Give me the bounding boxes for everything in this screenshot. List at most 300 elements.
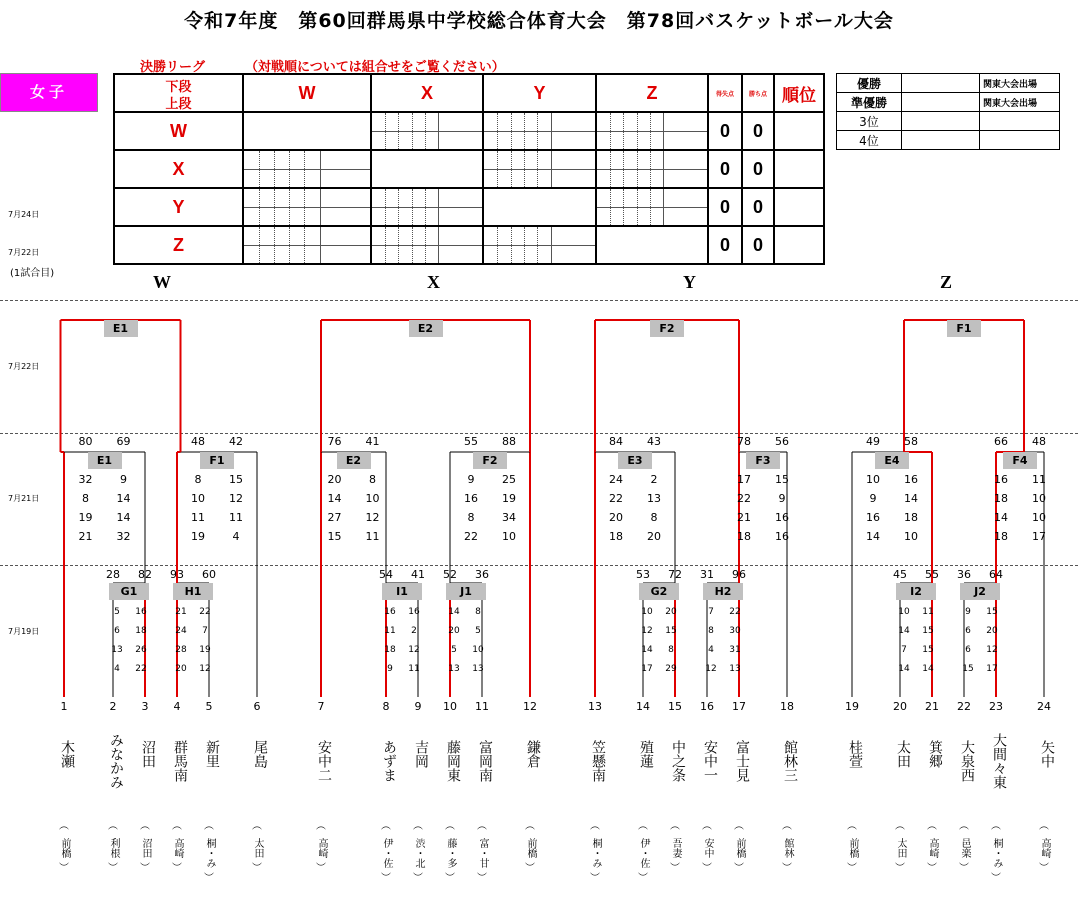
team-number: 17 bbox=[732, 700, 746, 713]
quarter-score: 17 bbox=[1032, 530, 1046, 543]
quarter-score: 11 bbox=[922, 607, 934, 617]
team-name: 笠懸南 bbox=[590, 740, 606, 782]
team-name: 館林三 bbox=[782, 740, 798, 782]
paren-open: ︵ bbox=[204, 821, 214, 832]
quarter-score: 14 bbox=[448, 607, 460, 617]
game-score: 45 bbox=[893, 568, 907, 581]
game-score: 28 bbox=[106, 568, 120, 581]
league-row-team: W bbox=[114, 112, 243, 150]
quarter-score: 9 bbox=[869, 492, 877, 505]
paren-close: ︶ bbox=[670, 863, 680, 874]
game-box: E1 bbox=[88, 452, 122, 469]
quarter-score: 6 bbox=[965, 626, 971, 636]
quarter-score: 18 bbox=[135, 626, 147, 636]
team-region bbox=[313, 820, 329, 876]
quarter-score: 15 bbox=[922, 626, 934, 636]
game-score: 43 bbox=[647, 435, 661, 448]
paren-close: ︶ bbox=[927, 863, 937, 874]
team-name: 富岡南 bbox=[477, 740, 493, 782]
quarter-score: 22 bbox=[199, 607, 211, 617]
quarter-score: 16 bbox=[408, 607, 420, 617]
team-region bbox=[249, 820, 265, 876]
paren-open: ︵ bbox=[316, 821, 326, 832]
team-number: 12 bbox=[523, 700, 537, 713]
quarter-score: 10 bbox=[866, 473, 880, 486]
league-points-value: 0 bbox=[742, 150, 774, 188]
quarter-score: 2 bbox=[650, 473, 658, 486]
team-name: 吉岡 bbox=[413, 740, 429, 768]
group-label-w: W bbox=[153, 272, 171, 292]
quarter-score: 10 bbox=[502, 530, 516, 543]
team-name: 鎌倉 bbox=[525, 740, 541, 768]
quarter-score: 22 bbox=[135, 664, 147, 674]
region-label: 高崎 bbox=[172, 838, 183, 858]
game-box: J2 bbox=[960, 583, 1000, 600]
quarter-score: 14 bbox=[327, 492, 342, 505]
quarter-score: 12 bbox=[408, 645, 420, 655]
team-number: 22 bbox=[957, 700, 971, 713]
quarter-score: 13 bbox=[111, 645, 123, 655]
quarter-score: 14 bbox=[904, 492, 918, 505]
league-points-value: 0 bbox=[742, 226, 774, 264]
league-points-value: 0 bbox=[742, 112, 774, 150]
league-header-rank: 順位 bbox=[774, 74, 824, 112]
region-label: 前橋 bbox=[525, 838, 536, 858]
paren-close: ︶ bbox=[252, 863, 262, 874]
team-name: 木瀬 bbox=[59, 740, 75, 768]
quarter-score: 8 bbox=[194, 473, 202, 486]
paren-close: ︶ bbox=[413, 873, 423, 884]
quarter-score: 20 bbox=[327, 473, 342, 486]
quarter-score: 4 bbox=[232, 530, 240, 543]
quarter-score: 32 bbox=[116, 530, 131, 543]
quarter-score: 31 bbox=[729, 645, 741, 655]
team-region bbox=[474, 820, 490, 886]
game-score: 66 bbox=[994, 435, 1008, 448]
quarter-score: 9 bbox=[387, 664, 393, 674]
quarter-score: 14 bbox=[116, 511, 131, 524]
team-name: 安中二 bbox=[316, 740, 332, 782]
paren-close: ︶ bbox=[638, 873, 648, 884]
team-region bbox=[169, 820, 185, 876]
paren-close: ︶ bbox=[991, 873, 1001, 884]
league-header-z: Z bbox=[596, 74, 708, 112]
page-title: 令和7年度 第60回群馬県中学校総合体育大会 第78回バスケットボール大会 bbox=[184, 10, 894, 32]
region-label: 利根 bbox=[108, 838, 119, 858]
quarter-score: 6 bbox=[114, 626, 120, 636]
game-score: 64 bbox=[989, 568, 1003, 581]
quarter-score: 19 bbox=[78, 511, 93, 524]
quarter-score: 10 bbox=[1032, 492, 1046, 505]
date-label: 7月24日 bbox=[8, 210, 40, 219]
paren-close: ︶ bbox=[172, 863, 182, 874]
quarter-score: 16 bbox=[464, 492, 478, 505]
quarter-score: 18 bbox=[904, 511, 918, 524]
quarter-score: 29 bbox=[665, 664, 677, 674]
date-label: 7月22日 bbox=[8, 362, 40, 371]
quarter-score: 15 bbox=[962, 664, 974, 674]
team-name: 新里 bbox=[204, 740, 220, 768]
team-region bbox=[105, 820, 121, 876]
game-score: 41 bbox=[411, 568, 425, 581]
team-number: 10 bbox=[443, 700, 457, 713]
quarter-score: 18 bbox=[384, 645, 396, 655]
quarter-score: 12 bbox=[705, 664, 717, 674]
quarter-score: 25 bbox=[502, 473, 516, 486]
final-league-label: 決勝リーグ bbox=[140, 60, 206, 75]
league-header-x: X bbox=[371, 74, 483, 112]
team-name: 富士見 bbox=[734, 740, 750, 782]
group-label-z: Z bbox=[940, 272, 953, 292]
team-name: 殖蓮 bbox=[638, 740, 654, 768]
team-region bbox=[378, 820, 394, 886]
team-number: 4 bbox=[173, 700, 181, 713]
paren-open: ︵ bbox=[927, 821, 937, 832]
result-note: 関東大会出場 bbox=[980, 93, 1060, 112]
paren-open: ︵ bbox=[590, 821, 600, 832]
quarter-score: 10 bbox=[472, 645, 484, 655]
quarter-score: 12 bbox=[986, 645, 998, 655]
quarter-score: 16 bbox=[904, 473, 918, 486]
paren-close: ︶ bbox=[1039, 863, 1049, 874]
paren-open: ︵ bbox=[172, 821, 182, 832]
game-score: 48 bbox=[1032, 435, 1046, 448]
quarter-score: 20 bbox=[175, 664, 187, 674]
game-box: F1 bbox=[947, 320, 981, 337]
paren-open: ︵ bbox=[782, 821, 792, 832]
result-note: 関東大会出場 bbox=[980, 74, 1060, 93]
quarter-score: 5 bbox=[475, 626, 481, 636]
game-score: 58 bbox=[904, 435, 918, 448]
team-region bbox=[587, 820, 603, 886]
team-region bbox=[667, 820, 683, 876]
quarter-score: 28 bbox=[175, 645, 187, 655]
quarter-score: 21 bbox=[175, 607, 187, 617]
quarter-score: 26 bbox=[135, 645, 147, 655]
paren-close: ︶ bbox=[525, 863, 535, 874]
team-number: 6 bbox=[253, 700, 261, 713]
quarter-score: 15 bbox=[922, 645, 934, 655]
quarter-score: 15 bbox=[229, 473, 243, 486]
team-name: 尾島 bbox=[252, 740, 268, 768]
game-box: G2 bbox=[639, 583, 679, 600]
game-box: E4 bbox=[875, 452, 909, 469]
quarter-score: 16 bbox=[384, 607, 396, 617]
region-label: 沼田 bbox=[140, 838, 151, 858]
region-label: 桐・み bbox=[590, 838, 601, 868]
team-number: 9 bbox=[414, 700, 422, 713]
team-name: 中之条 bbox=[670, 740, 686, 782]
paren-open: ︵ bbox=[991, 821, 1001, 832]
game-score: 36 bbox=[475, 568, 489, 581]
team-name: 箕郷 bbox=[927, 740, 943, 768]
game-score: 84 bbox=[609, 435, 623, 448]
quarter-score: 20 bbox=[986, 626, 998, 636]
quarter-score: 10 bbox=[898, 607, 910, 617]
team-region bbox=[137, 820, 153, 876]
girls-category-badge: 女子 bbox=[0, 73, 98, 112]
game-box: F3 bbox=[746, 452, 780, 469]
quarter-score: 14 bbox=[116, 492, 131, 505]
paren-close: ︶ bbox=[734, 863, 744, 874]
quarter-score: 15 bbox=[775, 473, 789, 486]
quarter-score: 10 bbox=[191, 492, 205, 505]
quarter-score: 34 bbox=[502, 511, 516, 524]
team-region bbox=[635, 820, 651, 886]
region-label: 富・甘 bbox=[477, 838, 488, 868]
quarter-score: 14 bbox=[866, 530, 880, 543]
group-label-x: X bbox=[427, 272, 440, 292]
league-header-win: 勝ち点 bbox=[742, 74, 774, 112]
league-header-lost: 得失点 bbox=[708, 74, 742, 112]
quarter-score: 22 bbox=[729, 607, 741, 617]
quarter-score: 17 bbox=[737, 473, 751, 486]
region-label: 邑楽 bbox=[959, 838, 970, 858]
quarter-score: 18 bbox=[994, 530, 1008, 543]
quarter-score: 19 bbox=[199, 645, 211, 655]
date-label: 7月19日 bbox=[8, 627, 40, 636]
team-number: 15 bbox=[668, 700, 682, 713]
team-name: 安中一 bbox=[702, 740, 718, 782]
quarter-score: 16 bbox=[866, 511, 880, 524]
quarter-score: 32 bbox=[78, 473, 93, 486]
quarter-score: 27 bbox=[327, 511, 342, 524]
quarter-score: 9 bbox=[467, 473, 475, 486]
quarter-score: 19 bbox=[191, 530, 205, 543]
quarter-score: 16 bbox=[994, 473, 1008, 486]
game-order-label: (1試合目) bbox=[10, 268, 55, 279]
paren-close: ︶ bbox=[959, 863, 969, 874]
game-score: 48 bbox=[191, 435, 205, 448]
team-region bbox=[522, 820, 538, 876]
quarter-score: 20 bbox=[647, 530, 661, 543]
quarter-score: 11 bbox=[229, 511, 243, 524]
team-region bbox=[699, 820, 715, 876]
quarter-score: 5 bbox=[114, 607, 120, 617]
quarter-score: 14 bbox=[898, 626, 910, 636]
region-label: 太田 bbox=[252, 838, 263, 858]
paren-open: ︵ bbox=[847, 821, 857, 832]
quarter-score: 8 bbox=[369, 473, 376, 486]
region-label: 高崎 bbox=[927, 838, 938, 858]
game-box: F2 bbox=[473, 452, 507, 469]
quarter-score: 21 bbox=[737, 511, 751, 524]
paren-open: ︵ bbox=[445, 821, 455, 832]
game-score: 60 bbox=[202, 568, 216, 581]
paren-open: ︵ bbox=[59, 821, 69, 832]
game-score: 88 bbox=[502, 435, 516, 448]
region-label: 前橋 bbox=[59, 838, 70, 858]
quarter-score: 14 bbox=[641, 645, 653, 655]
team-number: 2 bbox=[109, 700, 117, 713]
league-points-value: 0 bbox=[742, 188, 774, 226]
quarter-score: 8 bbox=[708, 626, 714, 636]
paren-close: ︶ bbox=[847, 863, 857, 874]
league-lost-value: 0 bbox=[708, 150, 742, 188]
quarter-score: 22 bbox=[464, 530, 478, 543]
paren-close: ︶ bbox=[590, 873, 600, 884]
game-score: 80 bbox=[78, 435, 93, 448]
paren-open: ︵ bbox=[734, 821, 744, 832]
game-score: 78 bbox=[737, 435, 751, 448]
paren-open: ︵ bbox=[670, 821, 680, 832]
quarter-score: 7 bbox=[708, 607, 714, 617]
team-name: あずま bbox=[381, 740, 397, 782]
paren-close: ︶ bbox=[782, 863, 792, 874]
group-label-y: Y bbox=[683, 272, 696, 292]
region-label: 高崎 bbox=[1039, 838, 1050, 858]
quarter-score: 24 bbox=[175, 626, 187, 636]
region-label: 前橋 bbox=[847, 838, 858, 858]
paren-close: ︶ bbox=[316, 863, 326, 874]
quarter-score: 21 bbox=[78, 530, 93, 543]
paren-close: ︶ bbox=[59, 863, 69, 874]
team-number: 8 bbox=[382, 700, 390, 713]
quarter-score: 8 bbox=[475, 607, 481, 617]
quarter-score: 13 bbox=[647, 492, 661, 505]
game-score: 31 bbox=[700, 568, 714, 581]
game-box: F4 bbox=[1003, 452, 1037, 469]
league-lost-value: 0 bbox=[708, 112, 742, 150]
team-region bbox=[956, 820, 972, 876]
quarter-score: 20 bbox=[609, 511, 623, 524]
game-score: 55 bbox=[464, 435, 478, 448]
quarter-score: 10 bbox=[641, 607, 653, 617]
region-label: 館林 bbox=[782, 838, 793, 858]
team-region bbox=[410, 820, 426, 886]
league-row-team: X bbox=[114, 150, 243, 188]
game-score: 52 bbox=[443, 568, 457, 581]
team-name: 桂萱 bbox=[847, 740, 863, 768]
game-box: G1 bbox=[109, 583, 149, 600]
result-label: 3位 bbox=[837, 112, 902, 131]
team-number: 5 bbox=[205, 700, 213, 713]
quarter-score: 7 bbox=[901, 645, 907, 655]
region-label: 桐・み bbox=[991, 838, 1002, 868]
team-region bbox=[844, 820, 860, 876]
quarter-score: 13 bbox=[729, 664, 741, 674]
quarter-score: 12 bbox=[199, 664, 211, 674]
team-number: 18 bbox=[780, 700, 794, 713]
quarter-score: 24 bbox=[609, 473, 623, 486]
game-score: 55 bbox=[925, 568, 939, 581]
paren-close: ︶ bbox=[381, 873, 391, 884]
quarter-score: 9 bbox=[965, 607, 971, 617]
quarter-score: 16 bbox=[135, 607, 147, 617]
team-number: 16 bbox=[700, 700, 714, 713]
game-score: 72 bbox=[668, 568, 682, 581]
quarter-score: 11 bbox=[408, 664, 420, 674]
quarter-score: 14 bbox=[994, 511, 1008, 524]
game-box: F1 bbox=[200, 452, 234, 469]
quarter-score: 18 bbox=[994, 492, 1008, 505]
game-box: J1 bbox=[446, 583, 486, 600]
team-number: 20 bbox=[893, 700, 907, 713]
team-number: 14 bbox=[636, 700, 650, 713]
region-label: 吾妻 bbox=[670, 838, 681, 858]
region-label: 藤・多 bbox=[445, 838, 456, 868]
game-score: 93 bbox=[170, 568, 184, 581]
result-label: 準優勝 bbox=[837, 93, 902, 112]
team-number: 21 bbox=[925, 700, 939, 713]
team-region bbox=[924, 820, 940, 876]
date-label: 7月21日 bbox=[8, 494, 40, 503]
game-box: E1 bbox=[104, 320, 138, 337]
region-label: 渋・北 bbox=[413, 838, 424, 868]
game-score: 36 bbox=[957, 568, 971, 581]
game-score: 41 bbox=[365, 435, 380, 448]
quarter-score: 8 bbox=[82, 492, 89, 505]
quarter-score: 12 bbox=[365, 511, 380, 524]
paren-close: ︶ bbox=[140, 863, 150, 874]
region-label: 安中 bbox=[702, 838, 713, 858]
paren-open: ︵ bbox=[638, 821, 648, 832]
game-score: 56 bbox=[775, 435, 789, 448]
paren-close: ︶ bbox=[108, 863, 118, 874]
team-name: 大間々東 bbox=[991, 733, 1007, 789]
quarter-score: 15 bbox=[665, 626, 677, 636]
team-region bbox=[1036, 820, 1052, 876]
paren-open: ︵ bbox=[381, 821, 391, 832]
paren-close: ︶ bbox=[477, 873, 487, 884]
date-label: 7月22日 bbox=[8, 248, 40, 257]
quarter-score: 12 bbox=[641, 626, 653, 636]
quarter-score: 8 bbox=[467, 511, 475, 524]
team-region bbox=[892, 820, 908, 876]
team-name: 沼田 bbox=[140, 740, 156, 768]
team-name: 群馬南 bbox=[172, 740, 188, 782]
region-label: 伊・佐 bbox=[381, 838, 392, 868]
quarter-score: 13 bbox=[448, 664, 460, 674]
quarter-score: 17 bbox=[986, 664, 998, 674]
result-label: 4位 bbox=[837, 131, 902, 150]
team-name: 太田 bbox=[895, 740, 911, 768]
quarter-score: 7 bbox=[202, 626, 208, 636]
team-region bbox=[988, 820, 1004, 886]
game-score: 42 bbox=[229, 435, 243, 448]
paren-close: ︶ bbox=[895, 863, 905, 874]
game-score: 76 bbox=[327, 435, 342, 448]
game-score: 82 bbox=[138, 568, 152, 581]
game-score: 96 bbox=[732, 568, 746, 581]
quarter-score: 16 bbox=[775, 511, 789, 524]
game-score: 54 bbox=[379, 568, 393, 581]
quarter-score: 9 bbox=[778, 492, 786, 505]
region-label: 前橋 bbox=[734, 838, 745, 858]
team-region bbox=[779, 820, 795, 876]
quarter-score: 10 bbox=[365, 492, 380, 505]
quarter-score: 10 bbox=[904, 530, 918, 543]
game-score: 49 bbox=[866, 435, 880, 448]
team-region bbox=[731, 820, 747, 876]
paren-close: ︶ bbox=[445, 873, 455, 884]
quarter-score: 8 bbox=[650, 511, 658, 524]
quarter-score: 17 bbox=[641, 664, 653, 674]
quarter-score: 6 bbox=[965, 645, 971, 655]
paren-open: ︵ bbox=[525, 821, 535, 832]
team-number: 23 bbox=[989, 700, 1003, 713]
quarter-score: 13 bbox=[472, 664, 484, 674]
quarter-score: 20 bbox=[448, 626, 460, 636]
corner-lower-label: 下段 bbox=[165, 80, 192, 95]
game-box: E2 bbox=[337, 452, 371, 469]
quarter-score: 4 bbox=[708, 645, 714, 655]
paren-open: ︵ bbox=[252, 821, 262, 832]
team-number: 19 bbox=[845, 700, 859, 713]
quarter-score: 2 bbox=[411, 626, 417, 636]
quarter-score: 22 bbox=[609, 492, 623, 505]
quarter-score: 11 bbox=[384, 626, 396, 636]
